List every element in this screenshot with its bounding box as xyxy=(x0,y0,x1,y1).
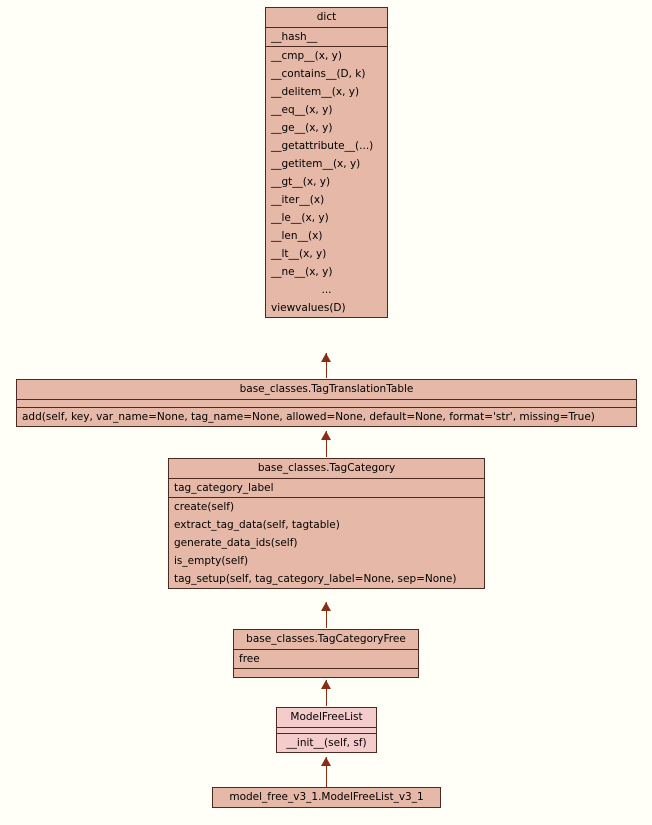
class-attribute: tag_category_label xyxy=(174,482,274,494)
class-name-dict: dict xyxy=(266,8,387,28)
arrowhead-modelfreelist xyxy=(321,757,331,766)
class-method: create(self) xyxy=(174,501,235,513)
class-method: __init__(self, sf) xyxy=(286,737,367,749)
class-method: __gt__(x, y) xyxy=(271,176,331,188)
class-method: __iter__(x) xyxy=(271,194,325,206)
class-method: viewvalues(D) xyxy=(271,302,346,314)
class-node-modelfreelist[interactable] xyxy=(276,707,377,753)
class-name-modelfreelist: ModelFreeList xyxy=(277,708,376,728)
class-methods-tagcategory xyxy=(169,498,484,588)
class-methods-tagcategoryfree xyxy=(234,669,418,677)
class-attributes-tagcategory xyxy=(169,479,484,498)
class-attribute: free xyxy=(239,653,260,665)
arrowhead-tagcategoryfree xyxy=(321,680,331,689)
class-method: generate_data_ids(self) xyxy=(174,537,298,549)
class-node-modelfreelistv31[interactable] xyxy=(212,787,441,808)
class-node-tagcategoryfree[interactable] xyxy=(233,629,419,678)
class-method: __le__(x, y) xyxy=(271,212,329,224)
class-method: __lt__(x, y) xyxy=(271,248,327,260)
class-methods-dict xyxy=(266,47,387,317)
class-method: extract_tag_data(self, tagtable) xyxy=(174,519,340,531)
class-method: tag_setup(self, tag_category_label=None, sep=None) xyxy=(174,573,457,585)
class-method: __cmp__(x, y) xyxy=(271,50,342,62)
class-name-modelfreelistv31: model_free_v3_1.ModelFreeList_v3_1 xyxy=(213,788,440,807)
class-node-tagtranslationtable[interactable] xyxy=(16,379,637,427)
class-name-tagcategoryfree: base_classes.TagCategoryFree xyxy=(234,630,418,650)
class-method: __delitem__(x, y) xyxy=(271,86,360,98)
class-method: __ne__(x, y) xyxy=(271,266,333,278)
class-method: add(self, key, var_name=None, tag_name=None, allowed=None, default=None, format='str', missing=True) xyxy=(22,411,595,423)
class-methods-tagtranslationtable xyxy=(17,408,636,426)
class-attribute: __hash__ xyxy=(271,31,318,43)
class-node-tagcategory[interactable] xyxy=(168,458,485,589)
class-attributes-tagtranslationtable xyxy=(17,400,636,408)
class-method: is_empty(self) xyxy=(174,555,249,567)
arrowhead-dict xyxy=(321,353,331,362)
class-node-dict[interactable] xyxy=(265,7,388,318)
class-attributes-dict xyxy=(266,28,387,47)
class-name-tagtranslationtable: base_classes.TagTranslationTable xyxy=(17,380,636,400)
class-methods-modelfreelist xyxy=(277,734,376,752)
class-attributes-tagcategoryfree xyxy=(234,650,418,669)
class-method: __contains__(D, k) xyxy=(271,68,366,80)
arrowhead-tagtranslationtable xyxy=(321,431,331,440)
arrowhead-tagcategory xyxy=(321,602,331,611)
class-method: __eq__(x, y) xyxy=(271,104,333,116)
class-name-tagcategory: base_classes.TagCategory xyxy=(169,459,484,479)
class-method: __ge__(x, y) xyxy=(271,122,333,134)
class-method-ellipsis: ... xyxy=(321,284,332,296)
class-method: __getitem__(x, y) xyxy=(271,158,361,170)
class-method: __getattribute__(...) xyxy=(271,140,374,152)
class-method: __len__(x) xyxy=(271,230,323,242)
